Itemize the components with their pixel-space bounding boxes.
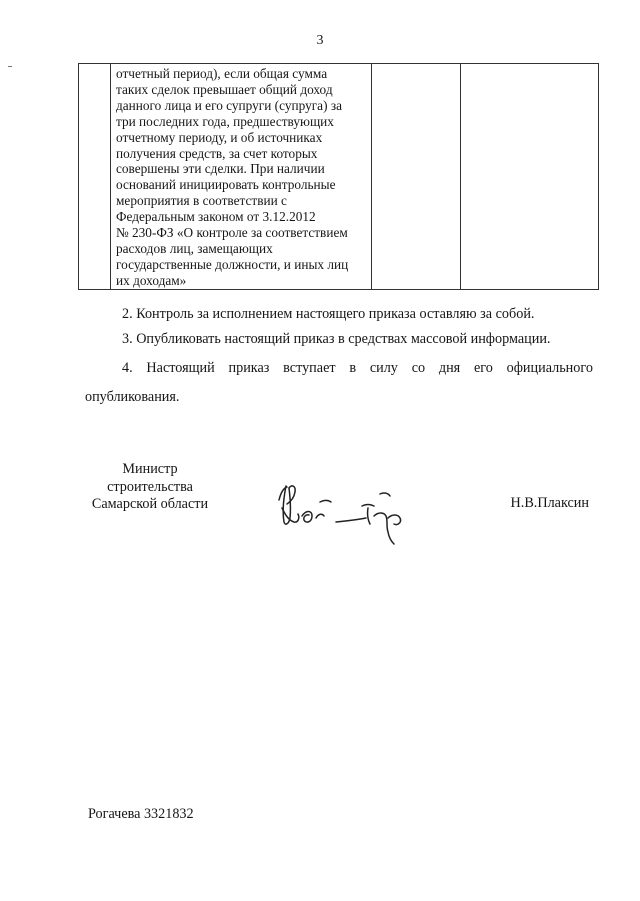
table-cell-line: № 230-ФЗ «О контроле за соответствием: [116, 225, 348, 241]
signatory-title: [70, 461, 230, 514]
paragraph-2: 2. Контроль за исполнением настоящего приказа оставляю за собой.: [122, 306, 535, 322]
table-row: [79, 64, 599, 290]
table-cell-content: [111, 64, 372, 290]
paragraph-4: [85, 354, 593, 412]
paragraph-4-word: 4.: [122, 360, 133, 376]
table-cell-line: мероприятия в соответствии с: [116, 193, 287, 209]
paragraph-4-word: Настоящий: [146, 360, 215, 376]
paragraph-4-word: вступает: [283, 360, 336, 376]
page-number: 3: [316, 33, 324, 48]
table-cell-line: Федеральным законом от 3.12.2012: [116, 209, 316, 225]
handwritten-signature: [276, 478, 426, 546]
table-cell-line: совершены эти сделки. При наличии: [116, 161, 325, 177]
table-cell-line: данного лица и его супруги (супруга) за: [116, 97, 342, 113]
table-cell-line: расходов лиц, замещающих: [116, 240, 273, 256]
paragraph-3: 3. Опубликовать настоящий приказ в средствах массовой информации.: [122, 331, 551, 347]
signatory-title-line: Министр: [122, 461, 178, 477]
paragraph-4-word: в: [349, 360, 357, 376]
table-cell-line: отчетному периоду, и об источниках: [116, 129, 323, 145]
table-cell-line: оснований инициировать контрольные: [116, 177, 336, 193]
signatory-title-line: строительства: [107, 478, 193, 495]
paragraph-4-first-line: [85, 354, 593, 383]
paragraph-4-word: дня: [438, 360, 461, 376]
paragraph-4-word: приказ: [228, 360, 270, 376]
table-cell-line: три последних года, предшествующих: [116, 113, 334, 129]
continuation-table: [78, 63, 599, 290]
paragraph-4-word: его: [474, 360, 493, 376]
paragraph-4-word: со: [411, 360, 426, 376]
paragraph-4-word: официального: [506, 360, 593, 376]
table-cell-line: государственные должности, и иных лиц: [116, 256, 349, 272]
table-cell-deadline: [372, 64, 461, 290]
table-cell-line: их доходам»: [116, 272, 187, 288]
contact-line: Рогачева 3321832: [88, 806, 194, 822]
signatory-title-line: Самарской области: [91, 496, 209, 512]
signatory-name: Н.В.Плаксин: [510, 495, 589, 511]
margin-mark: [8, 66, 12, 67]
paragraph-4-word: силу: [369, 360, 398, 376]
table-cell-line: отчетный период), если общая сумма: [116, 66, 328, 81]
paragraph-4-continuation: опубликования.: [85, 389, 180, 405]
table-cell-text: [111, 64, 371, 289]
table-cell-responsible: [461, 64, 599, 290]
table-cell-line: таких сделок превышает общий доход: [116, 81, 333, 97]
table-cell-line: получения средств, за счет которых: [116, 145, 318, 161]
table-cell-number: [79, 64, 111, 290]
